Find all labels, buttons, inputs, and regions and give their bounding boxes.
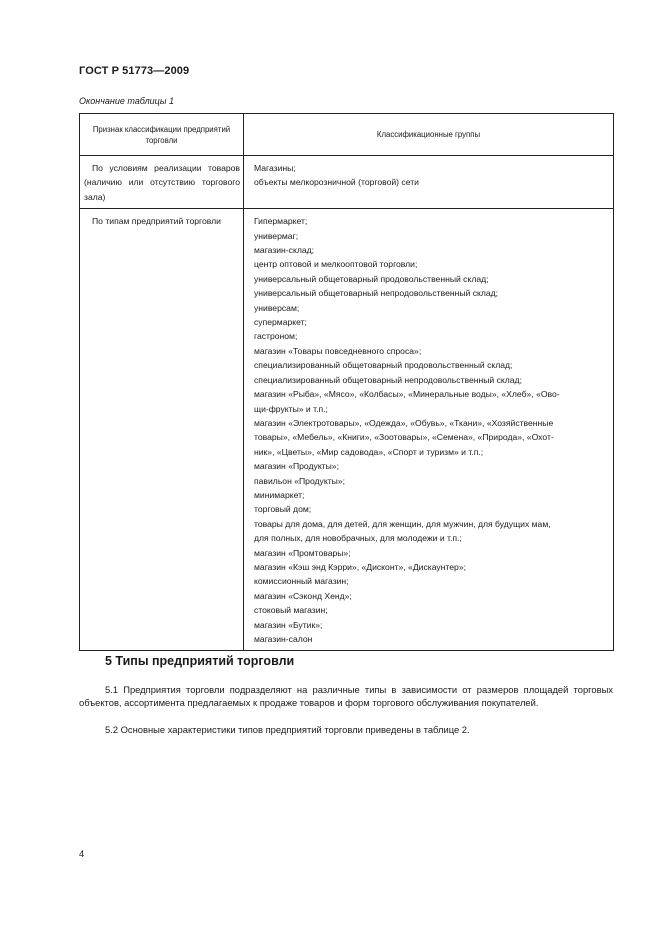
table-header-row — [80, 114, 614, 156]
group-item: магазин «Электротовары», «Одежда», «Обувь», «Ткани», «Хозяйственные — [254, 417, 554, 428]
page-number: 4 — [79, 848, 85, 859]
column-header-groups: Классификационные группы — [244, 114, 614, 156]
group-item: универсальный общетоварный продовольственный склад; — [254, 273, 489, 284]
group-item: магазин «Продукты»; — [254, 461, 339, 472]
section-heading: 5 Типы предприятий торговли — [105, 654, 295, 668]
group-item: магазин-склад; — [254, 245, 315, 256]
group-item: объекты мелкорозничной (торговой) сети — [254, 177, 419, 188]
group-item: Магазины; — [254, 163, 296, 173]
group-item: товары», «Мебель», «Книги», «Зоотовары», «Семена», «Природа», «Охот- — [254, 432, 554, 443]
criterion-cell — [80, 209, 244, 651]
group-item: павильон «Продукты»; — [254, 475, 345, 486]
group-item: стоковый магазин; — [254, 605, 328, 616]
groups-cell — [244, 156, 614, 209]
group-item: магазин «Рыба», «Мясо», «Колбасы», «Минеральные воды», «Хлеб», «Ово- — [254, 389, 560, 400]
criterion-text: По типам предприятий торговли — [92, 216, 221, 227]
group-item: универсам; — [254, 302, 300, 313]
group-item: магазин-салон — [254, 634, 313, 644]
group-item: магазин «Бутик»; — [254, 619, 323, 630]
group-item: универмаг; — [254, 230, 299, 241]
groups-list — [254, 214, 609, 646]
group-item: универсальный общетоварный непродовольственный склад; — [254, 288, 499, 299]
document-code: ГОСТ Р 51773—2009 — [79, 65, 190, 77]
group-item: товары для дома, для детей, для женщин, для мужчин, для будущих мам, — [254, 518, 551, 529]
group-item: гастроном; — [254, 331, 298, 342]
criterion-cell — [80, 156, 244, 209]
group-item: магазин «Товары повседневного спроса»; — [254, 345, 422, 356]
group-item: комиссионный магазин; — [254, 576, 349, 587]
column-header-criterion: Признак классификации предприятий торговли — [80, 114, 244, 156]
group-item: специализированный общетоварный продовольственный склад; — [254, 360, 513, 371]
group-item: Гипермаркет; — [254, 216, 308, 227]
group-item: щи-фрукты» и т.п.; — [254, 403, 328, 414]
group-item: торговый дом; — [254, 504, 312, 515]
paragraph-5-2 — [79, 723, 613, 736]
group-item: магазин «Кэш энд Кэрри», «Дисконт», «Дискаунтер»; — [254, 561, 466, 572]
group-item: магазин «Промтовары»; — [254, 547, 351, 558]
groups-cell — [244, 209, 614, 651]
group-item: специализированный общетоварный непродовольственный склад; — [254, 374, 522, 385]
paragraph-text: 5.2 Основные характеристики типов предприятий торговли приведены в таблице 2. — [105, 724, 470, 735]
criterion-text: По условиям реализации товаров (наличию или отсутствию торгового зала) — [84, 163, 240, 202]
group-item: магазин «Сэконд Хенд»; — [254, 590, 352, 601]
group-item: для полных, для новобрачных, для молодежи и т.п.; — [254, 533, 462, 544]
group-item: минимаркет; — [254, 489, 305, 500]
group-item: ник», «Цветы», «Мир садовода», «Спорт и туризм» и т.п.; — [254, 446, 484, 457]
group-item: супермаркет; — [254, 317, 307, 328]
table-caption: Окончание таблицы 1 — [79, 96, 174, 106]
paragraph-5-1 — [79, 683, 613, 710]
table-row — [80, 209, 614, 651]
groups-list — [254, 161, 609, 190]
group-item: центр оптовой и мелкооптовой торговли; — [254, 259, 418, 270]
paragraph-text: 5.1 Предприятия торговли подразделяют на различные типы в зависимости от размеров площадей торговых объектов, ассортимента предлагаемых к продаже товаров и форм торгового обслуживания покупателей. — [79, 684, 613, 709]
table-row — [80, 156, 614, 209]
classification-table — [79, 113, 614, 651]
